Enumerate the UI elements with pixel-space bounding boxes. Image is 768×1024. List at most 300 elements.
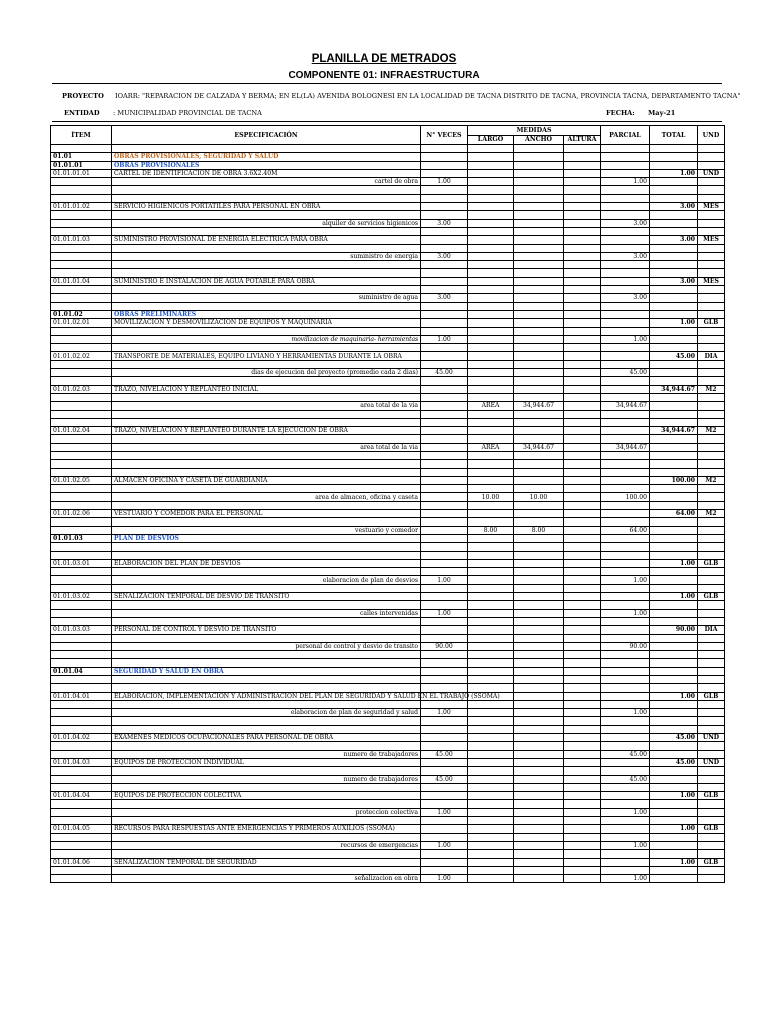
empty-cell: [601, 145, 650, 153]
largo-cell: [468, 534, 514, 542]
empty-cell: [514, 186, 564, 194]
und-cell: MES: [698, 203, 725, 211]
parcial-cell: 1.00: [601, 875, 650, 883]
detail-row: [51, 219, 725, 227]
empty-cell: [112, 485, 421, 493]
detail-desc: numero de trabajadores: [112, 775, 421, 783]
empty-cell: [51, 617, 112, 625]
empty-cell: [650, 700, 698, 708]
ancho-cell: [514, 534, 564, 542]
altura-cell: [564, 667, 601, 675]
ancho-cell: [514, 319, 564, 327]
ancho-cell: [514, 825, 564, 833]
empty-cell: [698, 568, 725, 576]
empty-cell: [650, 584, 698, 592]
empty-cell: [112, 344, 421, 352]
empty-cell: [468, 244, 514, 252]
blank-row: [51, 700, 725, 708]
empty-cell: [421, 227, 468, 235]
empty-cell: [698, 617, 725, 625]
empty-cell: [51, 261, 112, 269]
empty-cell: [564, 725, 601, 733]
item-code: 01.01.03: [51, 534, 112, 542]
empty-cell: [51, 742, 112, 750]
empty-cell: [112, 261, 421, 269]
item-spec: SEGURIDAD Y SALUD EN OBRA: [112, 667, 421, 675]
empty-cell: [601, 866, 650, 874]
parcial-cell: 45.00: [601, 369, 650, 377]
item-spec: SERVICIO HIGIENICOS PORTATILES PARA PERSONAL EN OBRA: [112, 203, 421, 211]
total-cell: [650, 709, 698, 717]
item-row: [51, 559, 725, 567]
empty-cell: [650, 261, 698, 269]
empty-cell: [564, 850, 601, 858]
altura-cell: [564, 709, 601, 717]
empty-cell: [698, 227, 725, 235]
detail-row: [51, 526, 725, 534]
altura-cell: [564, 252, 601, 260]
empty-cell: [650, 767, 698, 775]
empty-cell: [601, 410, 650, 418]
veces-cell: [421, 493, 468, 501]
veces-cell: [421, 236, 468, 244]
header-total: TOTAL: [650, 126, 698, 145]
empty-cell: [468, 543, 514, 551]
total-cell: [650, 609, 698, 617]
blank-row: [51, 485, 725, 493]
ancho-cell: [514, 758, 564, 766]
ancho-cell: [514, 294, 564, 302]
altura-cell: [564, 352, 601, 360]
empty-cell: [601, 543, 650, 551]
altura-cell: [564, 775, 601, 783]
item-row: [51, 534, 725, 542]
empty-cell: [564, 676, 601, 684]
item-spec: TRAZO, NIVELACION Y REPLANTEO DURANTE LA EJECUCION DE OBRA: [112, 427, 421, 435]
item-code: 01.01.02.01: [51, 319, 112, 327]
parcial-cell: [601, 385, 650, 393]
empty-cell: [698, 659, 725, 667]
empty-cell: [468, 269, 514, 277]
empty-cell: [514, 393, 564, 401]
empty-cell: [421, 360, 468, 368]
largo-cell: 10.00: [468, 493, 514, 501]
empty-cell: [421, 377, 468, 385]
blank-row: [51, 617, 725, 625]
empty-cell: [564, 543, 601, 551]
empty-cell: [514, 767, 564, 775]
ancho-cell: [514, 169, 564, 177]
empty-cell: [421, 460, 468, 468]
largo-cell: [468, 294, 514, 302]
blank-row: [51, 634, 725, 642]
item-spec: EQUIPOS DE PROTECCION COLECTIVA: [112, 792, 421, 800]
blank-row: [51, 460, 725, 468]
blank-row: [51, 866, 725, 874]
empty-cell: [564, 700, 601, 708]
empty-cell: [698, 767, 725, 775]
empty-cell: [601, 244, 650, 252]
empty-cell: [514, 410, 564, 418]
empty-cell: [51, 551, 112, 559]
header-divider: [52, 83, 722, 84]
blank-row: [51, 227, 725, 235]
altura-cell: [564, 178, 601, 186]
detail-row: [51, 369, 725, 377]
empty-cell: [421, 850, 468, 858]
ancho-cell: [514, 692, 564, 700]
total-cell: [650, 841, 698, 849]
empty-cell: [564, 418, 601, 426]
empty-cell: [468, 501, 514, 509]
detail-desc: recursos de emergencias: [112, 841, 421, 849]
ancho-cell: [514, 427, 564, 435]
detail-desc: dias de ejecucion del proyecto (promedio cada 2 dias): [112, 369, 421, 377]
empty-cell: [468, 418, 514, 426]
altura-cell: [564, 559, 601, 567]
item-row: [51, 352, 725, 360]
empty-cell: [698, 684, 725, 692]
empty-cell: [564, 684, 601, 692]
empty-cell: [112, 659, 421, 667]
total-cell: 1.00: [650, 319, 698, 327]
metrados-body: [51, 145, 725, 883]
empty-cell: [112, 543, 421, 551]
empty-cell: [564, 817, 601, 825]
empty-cell: [564, 327, 601, 335]
blank-row: [51, 676, 725, 684]
empty-cell: [112, 501, 421, 509]
empty-cell: [601, 186, 650, 194]
empty-cell: [421, 767, 468, 775]
largo-cell: [468, 667, 514, 675]
empty-cell: [601, 676, 650, 684]
empty-cell: [468, 742, 514, 750]
largo-cell: [468, 626, 514, 634]
veces-cell: [421, 169, 468, 177]
header-medidas: MEDIDAS: [468, 126, 601, 136]
empty-cell: [601, 468, 650, 476]
empty-cell: [51, 460, 112, 468]
page-title: PLANILLA DE METRADOS: [311, 53, 457, 65]
empty-cell: [564, 485, 601, 493]
detail-desc: personal de control y desvio de transito: [112, 642, 421, 650]
empty-cell: [421, 651, 468, 659]
ancho-cell: [514, 808, 564, 816]
ancho-cell: [514, 385, 564, 393]
blank-row: [51, 833, 725, 841]
und-cell: [698, 526, 725, 534]
item-row: [51, 236, 725, 244]
ancho-cell: [514, 750, 564, 758]
empty-cell: [421, 145, 468, 153]
empty-cell: [514, 568, 564, 576]
empty-cell: [514, 651, 564, 659]
empty-cell: [514, 377, 564, 385]
empty-cell: [650, 327, 698, 335]
empty-cell: [698, 186, 725, 194]
empty-cell: [650, 742, 698, 750]
empty-cell: [564, 717, 601, 725]
item-row: [51, 593, 725, 601]
parcial-cell: [601, 667, 650, 675]
detail-row: [51, 402, 725, 410]
empty-cell: [112, 717, 421, 725]
item-row: [51, 626, 725, 634]
altura-cell: [564, 310, 601, 318]
und-cell: GLB: [698, 792, 725, 800]
largo-cell: [468, 153, 514, 161]
und-cell: [698, 750, 725, 758]
largo-cell: [468, 576, 514, 584]
largo-cell: [468, 858, 514, 866]
empty-cell: [650, 568, 698, 576]
und-cell: [698, 335, 725, 343]
empty-cell: [51, 700, 112, 708]
empty-cell: [421, 833, 468, 841]
empty-cell: [112, 783, 421, 791]
total-cell: [650, 294, 698, 302]
empty-cell: [112, 286, 421, 294]
empty-cell: [112, 410, 421, 418]
detail-row: [51, 493, 725, 501]
empty-cell: [650, 659, 698, 667]
veces-cell: [421, 534, 468, 542]
empty-cell: [51, 435, 112, 443]
empty-cell: [421, 410, 468, 418]
empty-cell: [601, 518, 650, 526]
veces-cell: [421, 402, 468, 410]
ancho-cell: [514, 335, 564, 343]
total-cell: [650, 153, 698, 161]
altura-cell: [564, 277, 601, 285]
total-cell: 45.00: [650, 758, 698, 766]
empty-cell: [514, 551, 564, 559]
empty-cell: [421, 501, 468, 509]
item-row: [51, 203, 725, 211]
empty-cell: [112, 186, 421, 194]
empty-cell: [564, 651, 601, 659]
empty-cell: [112, 700, 421, 708]
empty-cell: [51, 344, 112, 352]
empty-cell: [698, 725, 725, 733]
item-spec: OBRAS PRELIMINARES: [112, 310, 421, 318]
altura-cell: [564, 609, 601, 617]
empty-cell: [468, 302, 514, 310]
empty-cell: [514, 659, 564, 667]
empty-cell: [468, 145, 514, 153]
parcial-cell: 3.00: [601, 252, 650, 260]
altura-cell: [564, 319, 601, 327]
blank-row: [51, 327, 725, 335]
altura-cell: [564, 526, 601, 534]
ancho-cell: [514, 841, 564, 849]
empty-cell: [650, 601, 698, 609]
parcial-cell: 1.00: [601, 178, 650, 186]
und-cell: GLB: [698, 858, 725, 866]
blank-row: [51, 360, 725, 368]
empty-cell: [601, 418, 650, 426]
item-code: [51, 750, 112, 758]
parcial-cell: [601, 153, 650, 161]
empty-cell: [514, 783, 564, 791]
blank-row: [51, 717, 725, 725]
empty-cell: [650, 377, 698, 385]
empty-cell: [421, 584, 468, 592]
detail-desc: numero de trabajadores: [112, 750, 421, 758]
empty-cell: [564, 568, 601, 576]
header-und: UND: [698, 126, 725, 145]
empty-cell: [112, 269, 421, 277]
blank-row: [51, 601, 725, 609]
empty-cell: [468, 617, 514, 625]
blank-row: [51, 344, 725, 352]
empty-cell: [514, 327, 564, 335]
item-spec: TRANSPORTE DE MATERIALES, EQUIPO LIVIANO Y HERRAMIENTAS DURANTE LA OBRA: [112, 352, 421, 360]
parcial-cell: [601, 534, 650, 542]
fecha-label: FECHA:: [606, 109, 635, 117]
total-cell: [650, 219, 698, 227]
item-code: 01.01.02.04: [51, 427, 112, 435]
und-cell: [698, 875, 725, 883]
item-code: [51, 178, 112, 186]
altura-cell: [564, 385, 601, 393]
empty-cell: [421, 518, 468, 526]
altura-cell: [564, 825, 601, 833]
blank-row: [51, 725, 725, 733]
empty-cell: [698, 551, 725, 559]
empty-cell: [468, 651, 514, 659]
ancho-cell: [514, 236, 564, 244]
item-spec: OBRAS PROVISIONALES: [112, 161, 421, 169]
und-cell: M2: [698, 427, 725, 435]
altura-cell: [564, 161, 601, 169]
empty-cell: [650, 269, 698, 277]
ancho-cell: [514, 775, 564, 783]
item-code: 01.01: [51, 153, 112, 161]
total-cell: [650, 750, 698, 758]
empty-cell: [421, 435, 468, 443]
total-cell: [650, 310, 698, 318]
detail-desc: elaboracion de plan de desvios: [112, 576, 421, 584]
empty-cell: [601, 634, 650, 642]
empty-cell: [564, 269, 601, 277]
item-code: 01.01.04.01: [51, 692, 112, 700]
altura-cell: [564, 576, 601, 584]
empty-cell: [112, 767, 421, 775]
detail-desc: calles intervenidas: [112, 609, 421, 617]
veces-cell: [421, 352, 468, 360]
empty-cell: [421, 302, 468, 310]
empty-cell: [112, 145, 421, 153]
item-row: [51, 161, 725, 169]
empty-cell: [51, 800, 112, 808]
empty-cell: [601, 725, 650, 733]
und-cell: [698, 161, 725, 169]
empty-cell: [564, 601, 601, 609]
parcial-cell: 3.00: [601, 219, 650, 227]
detail-desc: cartel de obra: [112, 178, 421, 186]
empty-cell: [698, 286, 725, 294]
header-item: ÍTEM: [51, 126, 112, 145]
altura-cell: [564, 692, 601, 700]
altura-cell: [564, 758, 601, 766]
empty-cell: [421, 194, 468, 202]
total-cell: 1.00: [650, 825, 698, 833]
empty-cell: [650, 717, 698, 725]
item-code: 01.01.01: [51, 161, 112, 169]
empty-cell: [698, 651, 725, 659]
entidad-label: ENTIDAD: [64, 109, 100, 117]
empty-cell: [601, 269, 650, 277]
parcial-cell: [601, 858, 650, 866]
item-row: [51, 427, 725, 435]
detail-row: [51, 178, 725, 186]
empty-cell: [564, 659, 601, 667]
und-cell: DIA: [698, 626, 725, 634]
item-code: 01.01.04.06: [51, 858, 112, 866]
largo-cell: [468, 559, 514, 567]
total-cell: [650, 369, 698, 377]
total-cell: 34,944.67: [650, 427, 698, 435]
item-spec: ELABORACION DEL PLAN DE DESVIOS: [112, 559, 421, 567]
empty-cell: [468, 783, 514, 791]
empty-cell: [650, 410, 698, 418]
empty-cell: [650, 286, 698, 294]
empty-cell: [112, 601, 421, 609]
empty-cell: [650, 460, 698, 468]
empty-cell: [421, 543, 468, 551]
und-cell: [698, 252, 725, 260]
item-spec: SEÑALIZACION TEMPORAL DE SEGURIDAD: [112, 858, 421, 866]
largo-cell: [468, 352, 514, 360]
item-spec: PERSONAL DE CONTROL Y DESVIO DE TRANSITO: [112, 626, 421, 634]
veces-cell: [421, 734, 468, 742]
empty-cell: [468, 186, 514, 194]
altura-cell: [564, 294, 601, 302]
altura-cell: [564, 534, 601, 542]
empty-cell: [51, 244, 112, 252]
detail-row: [51, 609, 725, 617]
empty-cell: [51, 377, 112, 385]
empty-cell: [468, 327, 514, 335]
und-cell: [698, 178, 725, 186]
empty-cell: [514, 684, 564, 692]
item-spec: PLAN DE DESVIOS: [112, 534, 421, 542]
ancho-cell: 8.00: [514, 526, 564, 534]
empty-cell: [601, 327, 650, 335]
item-code: 01.01.01.03: [51, 236, 112, 244]
veces-cell: [421, 758, 468, 766]
empty-cell: [514, 261, 564, 269]
empty-cell: [51, 817, 112, 825]
empty-cell: [514, 518, 564, 526]
empty-cell: [698, 435, 725, 443]
empty-cell: [514, 601, 564, 609]
empty-cell: [468, 227, 514, 235]
empty-cell: [112, 866, 421, 874]
altura-cell: [564, 734, 601, 742]
detail-row: [51, 808, 725, 816]
empty-cell: [601, 302, 650, 310]
empty-cell: [421, 866, 468, 874]
veces-cell: 3.00: [421, 294, 468, 302]
item-code: [51, 219, 112, 227]
veces-cell: [421, 626, 468, 634]
total-cell: 1.00: [650, 559, 698, 567]
empty-cell: [601, 451, 650, 459]
empty-cell: [564, 302, 601, 310]
